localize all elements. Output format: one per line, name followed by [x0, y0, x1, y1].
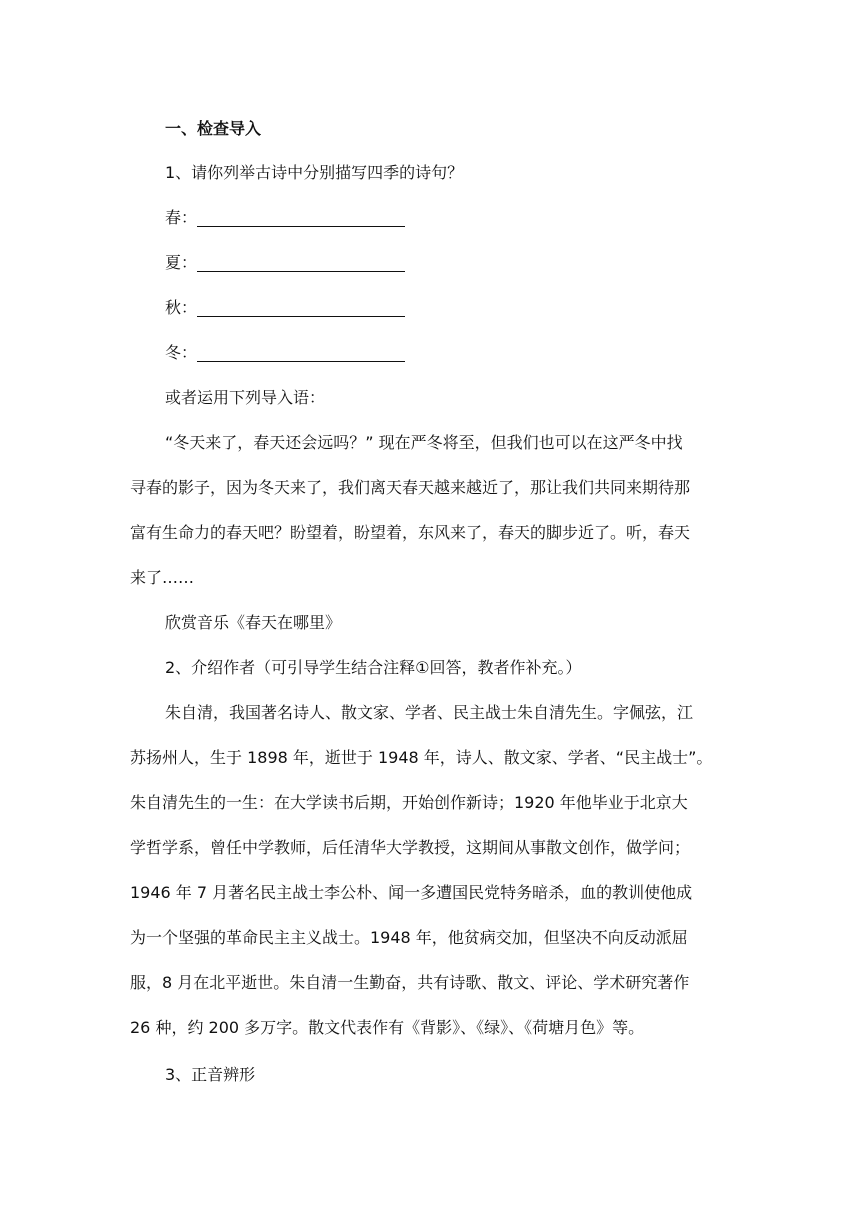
answer-blank [197, 343, 405, 362]
intro-paragraph-line: 来了…… [130, 568, 195, 587]
author-paragraph-line: 服，8 月在北平逝世。朱自清一生勤奋，共有诗歌、散文、评论、学术研究著作 [130, 973, 690, 992]
season-line-autumn [165, 296, 405, 320]
question-1: 1、请你列举古诗中分别描写四季的诗句？ [165, 163, 464, 182]
answer-blank [197, 253, 405, 272]
author-paragraph-line: 朱自清先生的一生：在大学读书后期，开始创作新诗；1920 年他毕业于北京大 [130, 793, 688, 812]
question-3: 3、正音辨形 [165, 1065, 256, 1084]
answer-blank [197, 298, 405, 317]
author-paragraph-line: 朱自清，我国著名诗人、散文家、学者、民主战士朱自清先生。字佩弦，江 [165, 703, 694, 722]
season-label: 冬： [165, 343, 198, 362]
question-2: 2、介绍作者（可引导学生结合注释①回答，教者作补充。） [165, 658, 582, 677]
intro-paragraph-line: “冬天来了，春天还会远吗？” 现在严冬将至，但我们也可以在这严冬中找 [165, 433, 683, 452]
season-label: 夏： [165, 253, 198, 272]
season-line-spring [165, 206, 405, 230]
author-paragraph-line: 学哲学系，曾任中学教师，后任清华大学教授，这期间从事散文创作，做学问； [130, 838, 691, 857]
season-line-summer [165, 251, 405, 275]
answer-blank [197, 208, 405, 227]
intro-lead: 或者运用下列导入语： [165, 388, 326, 407]
season-label: 春： [165, 208, 198, 227]
author-paragraph-line: 1946 年 7 月著名民主战士李公朴、闻一多遭国民党特务暗杀，血的教训使他成 [130, 883, 693, 902]
season-label: 秋： [165, 298, 198, 317]
author-paragraph-line: 为一个坚强的革命民主主义战士。1948 年，他贫病交加，但坚决不向反动派屈 [130, 928, 688, 947]
author-paragraph-line: 苏扬州人，生于 1898 年，逝世于 1948 年，诗人、散文家、学者、“民主战士”。 [130, 748, 713, 767]
season-line-winter [165, 341, 405, 365]
intro-paragraph-line: 寻春的影子，因为冬天来了，我们离天春天越来越近了，那让我们共同来期待那 [130, 478, 691, 497]
intro-paragraph-line: 富有生命力的春天吧？盼望着，盼望着，东风来了，春天的脚步近了。听，春天 [130, 523, 691, 542]
section-heading: 一、检查导入 [165, 119, 262, 138]
author-paragraph-line: 26 种，约 200 多万字。散文代表作有《背影》、《绿》、《荷塘月色》等。 [130, 1018, 645, 1037]
music-line: 欣赏音乐《春天在哪里》 [165, 613, 342, 632]
